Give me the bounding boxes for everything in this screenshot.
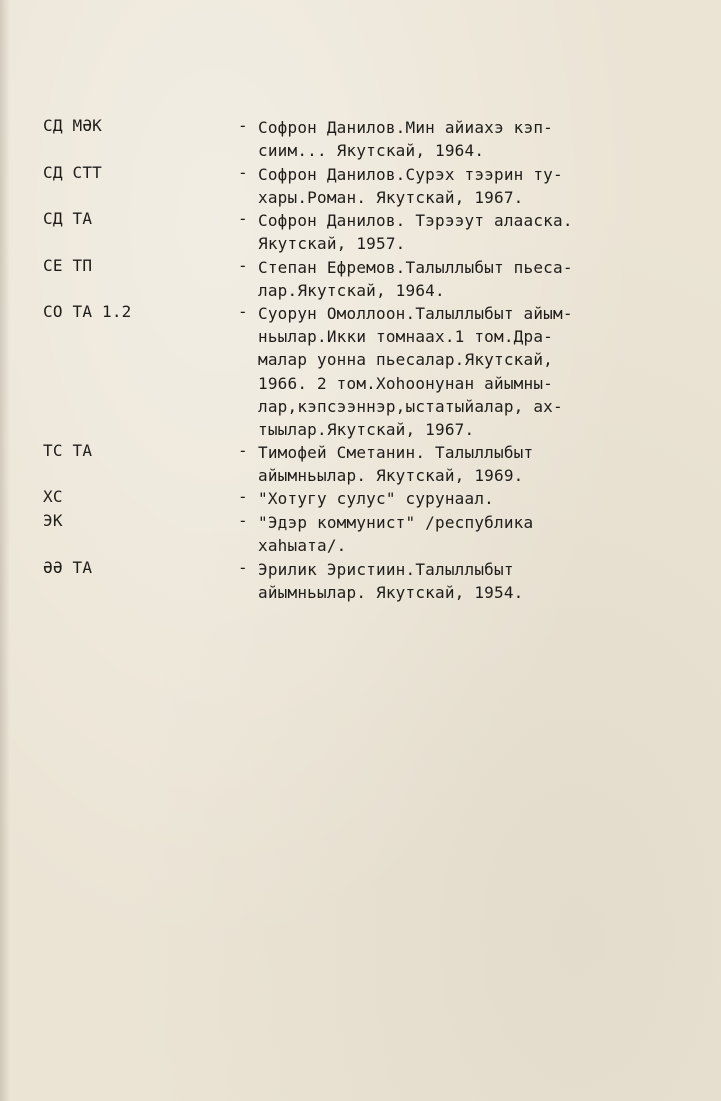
entry-line: ньылар.Икки томнаах.1 том.Дра- [258, 327, 553, 347]
entry-description [258, 163, 598, 209]
entry-description [258, 487, 598, 510]
entry-abbreviation: ӘӘ ТА [43, 558, 93, 577]
entry-line: айымньылар. Якутскай, 1954. [258, 583, 524, 603]
entry-abbreviation: СЕ ТП [43, 256, 93, 275]
entry-dash: - [238, 256, 248, 275]
entry-line: тыылар.Якутскай, 1967. [258, 420, 475, 440]
entry-line: Софрон Данилов.Мин айиахэ кэп- [258, 118, 553, 137]
entry-description [258, 558, 598, 604]
page-edge-shadow [0, 0, 10, 1101]
entry-dash: - [238, 209, 248, 228]
entry-description [258, 256, 598, 302]
entry-dash: - [238, 511, 248, 530]
entry-line: хаhыата/. [258, 536, 347, 556]
entry-dash: - [238, 487, 248, 506]
entry-description [258, 511, 598, 557]
entry-dash: - [238, 116, 248, 135]
entry-line: Тимофей Сметанин. Талыллыбыт [258, 443, 534, 462]
entry-line: Софрон Данилов. Тэрээут алааска. [258, 211, 573, 230]
entry-line: Якутскай, 1957. [258, 234, 406, 254]
entry-description [258, 302, 598, 441]
entry-line: "Эдэр коммунист" /республика [258, 513, 534, 532]
entry-line: Эрилик Эристиин.Талыллыбыт [258, 560, 514, 579]
entry-line: сиим... Якутскай, 1964. [258, 141, 485, 161]
entry-dash: - [238, 558, 248, 577]
entry-abbreviation: СО ТА 1.2 [43, 302, 132, 321]
entry-line: хары.Роман. Якутскай, 1967. [258, 188, 524, 208]
entry-description [258, 209, 598, 255]
entry-abbreviation: ТС ТА [43, 441, 93, 460]
entry-line: "Хотугу сулус" сурунаал. [258, 489, 494, 508]
entry-line: айымньылар. Якутскай, 1969. [258, 466, 524, 486]
entry-dash: - [238, 163, 248, 182]
entry-abbreviation: СД ТА [43, 209, 93, 228]
entry-description [258, 116, 598, 162]
entry-line: Суорун Омоллоон.Талыллыбыт айым- [258, 304, 573, 323]
entry-line: 1966. 2 том.Хоhоонунан айымны- [258, 373, 553, 393]
entry-abbreviation: СД СТТ [43, 163, 102, 182]
entry-line: Степан Ефремов.Талыллыбыт пьеса- [258, 258, 573, 277]
entry-abbreviation: СД МӘК [43, 116, 102, 135]
entry-abbreviation: ХС [43, 487, 63, 506]
entry-line: лар,кэпсээннэр,ыстатыйалар, ах- [258, 396, 563, 416]
entry-line: малар уонна пьесалар.Якутскай, [258, 350, 553, 370]
entry-description [258, 441, 598, 487]
entry-dash: - [238, 441, 248, 460]
entry-abbreviation: ЭК [43, 511, 63, 530]
entry-line: Софрон Данилов.Сурэх тээрин ту- [258, 165, 563, 184]
entry-dash: - [238, 302, 248, 321]
entry-line: лар.Якутскай, 1964. [258, 281, 445, 301]
